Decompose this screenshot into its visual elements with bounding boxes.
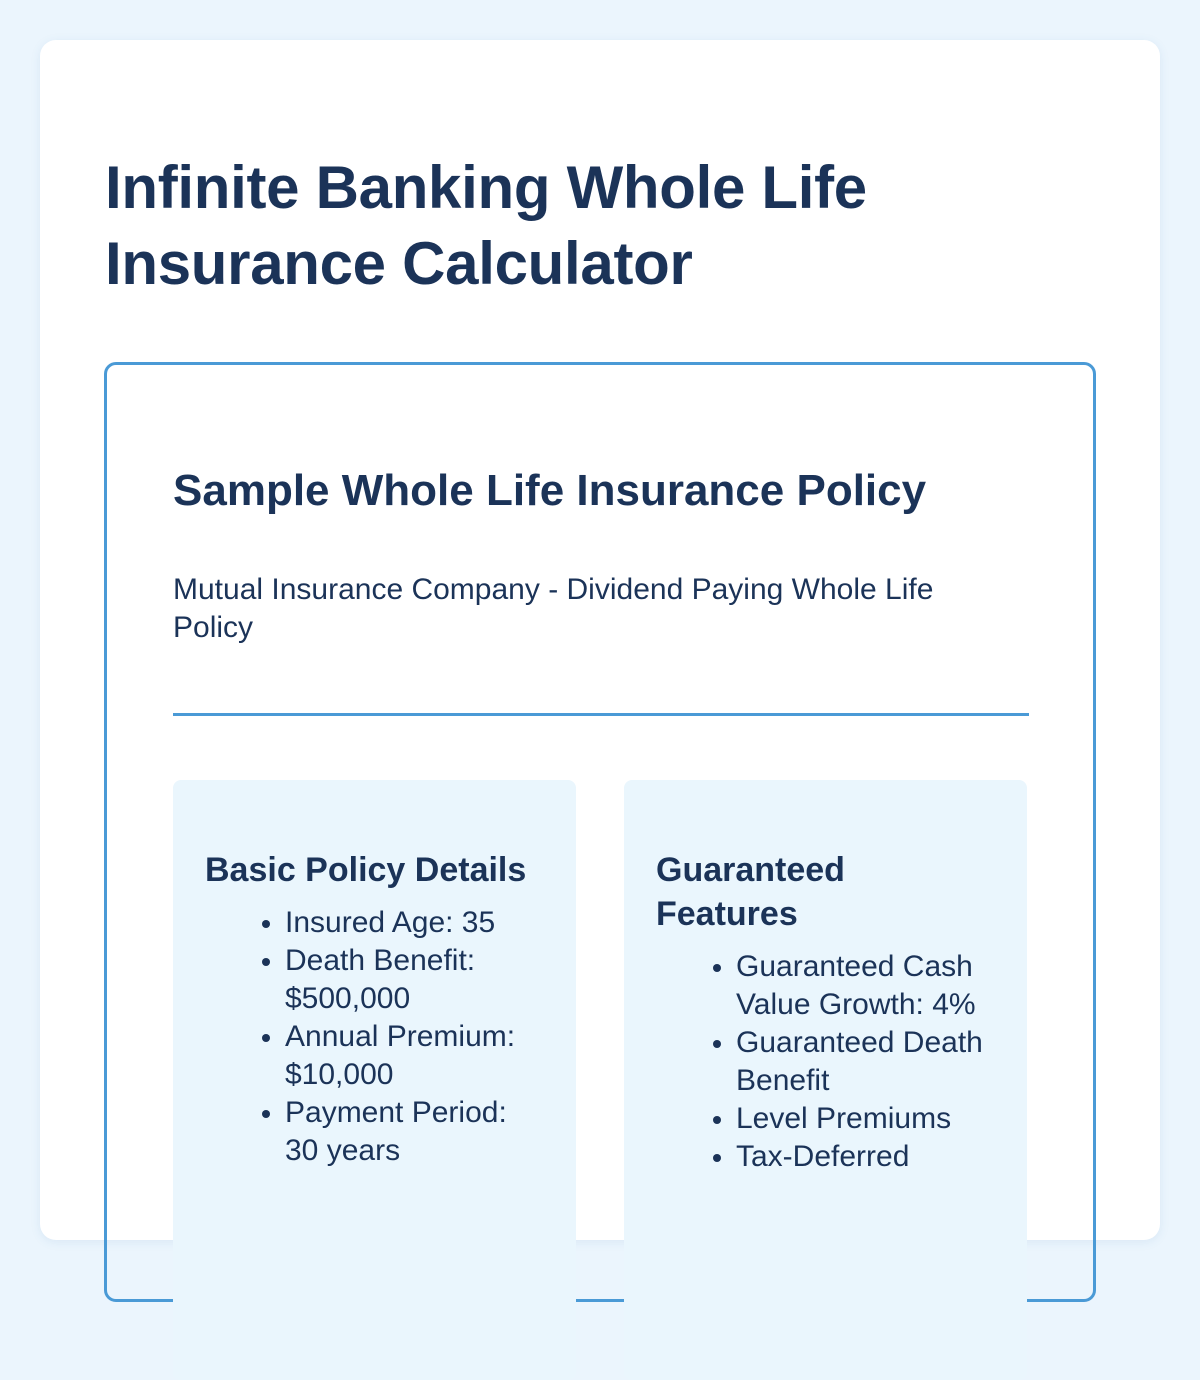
policy-box <box>104 362 1096 1302</box>
basic-policy-details-card <box>173 780 576 1380</box>
policy-subtitle: Mutual Insurance Company - Dividend Paying Whole Life Policy <box>173 573 934 644</box>
main-card <box>40 40 1160 1240</box>
list-item: • Level Premiums <box>736 1100 995 1138</box>
list-item: • Guaranteed Cash Value Growth: 4% <box>736 948 995 1024</box>
policy-title: Sample Whole Life Insurance Policy <box>173 466 927 515</box>
guaranteed-features-card <box>624 780 1027 1380</box>
list-item: • Death Benefit: $500,000 <box>285 942 544 1018</box>
page-title: Infinite Banking Whole Life Insurance Calculator <box>105 154 867 297</box>
list-item: • Payment Period: 30 years <box>285 1094 544 1170</box>
basic-policy-details-list <box>205 904 544 1170</box>
guaranteed-features-list <box>656 948 995 1176</box>
list-item: • Tax-Deferred <box>736 1138 995 1176</box>
basic-policy-details-heading: Basic Policy Details <box>205 851 527 889</box>
list-item: • Insured Age: 35 <box>285 904 544 942</box>
guaranteed-features-heading: Guaranteed Features <box>656 851 845 933</box>
section-divider <box>173 713 1029 716</box>
list-item: • Annual Premium: $10,000 <box>285 1018 544 1094</box>
list-item: • Guaranteed Death Benefit <box>736 1024 995 1100</box>
policy-columns <box>173 780 1027 1380</box>
